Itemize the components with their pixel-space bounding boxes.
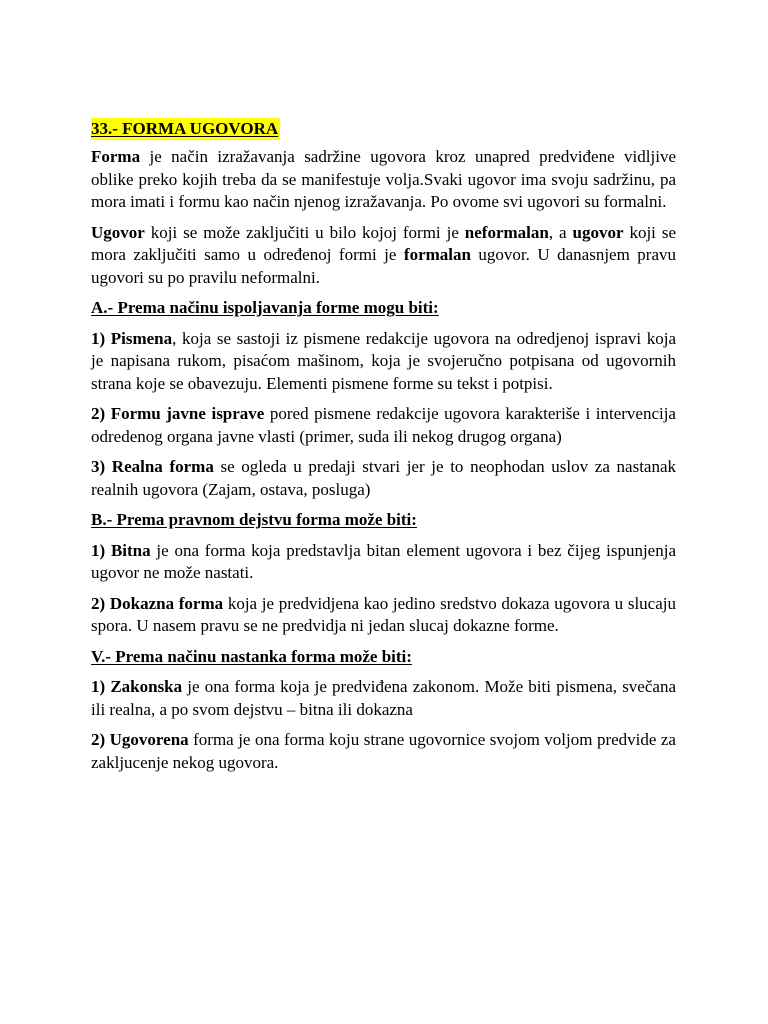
paragraph-text: koji se mora zaključiti samo u određenoj formi je	[91, 222, 676, 264]
bold-term: 3) Realna forma	[91, 457, 214, 476]
bold-term: 1) Bitna	[91, 540, 151, 560]
paragraph-text: , koja se sastoji iz pismene redakcije ugovora na odredjenoj ispravi koja je napisana rukom, pisaćom mašinom, koja je svojeručno potpisana od ugovornih strana koje se obavezuju. Elementi pismene forme su tekst i potpisi.	[91, 328, 676, 393]
bold-term: 2) Dokazna forma	[91, 593, 224, 613]
section-heading-b: B.- Prema pravnom dejstvu forma može biti:	[91, 510, 417, 529]
paragraph-forma-definition	[91, 146, 676, 214]
paragraph-text: ugovor. U danasnjem pravu ugovori su po pravilu neformalni.	[91, 245, 677, 287]
list-item-ugovorena	[91, 729, 676, 774]
document-page	[91, 118, 676, 782]
paragraph-text: koji se može zaključiti u bilo kojoj formi je	[144, 222, 465, 242]
bold-term: Forma	[91, 147, 141, 166]
list-item-javna-isprava	[91, 403, 676, 448]
list-item-realna-forma	[91, 456, 676, 501]
paragraph-text: , a	[548, 222, 573, 242]
paragraph-text: pored pismene redakcije ugovora karakteriše i intervencija odredenog organa javne vlasti (primer, suda ili nekog drugog organa)	[91, 404, 676, 446]
list-item-zakonska	[91, 676, 676, 721]
paragraph-text: je ona forma koja je predviđena zakonom. Može biti pismena, svečana ili realna, a po svom dejstvu – bitna ili dokazna	[91, 677, 676, 719]
section-heading-v: V.- Prema načinu nastanka forma može biti:	[91, 646, 412, 666]
bold-term: 2) Formu javne isprave	[91, 404, 265, 423]
list-item-bitna	[91, 540, 676, 585]
paragraph-formal-informal	[91, 222, 676, 290]
bold-term: ugovor	[572, 222, 624, 242]
bold-term: 2) Ugovorena	[91, 730, 189, 749]
paragraph-text: forma je ona forma koju strane ugovornice svojom voljom predvide za zakljucenje nekog ugovora.	[91, 730, 676, 772]
bold-term: neformalan	[464, 222, 549, 242]
paragraph-text: se ogleda u predaji stvari jer je to neophodan uslov za nastanak realnih ugovora (Zajam, ostava, posluga)	[91, 457, 677, 499]
section-heading-a: A.- Prema načinu ispoljavanja forme mogu biti:	[91, 298, 439, 317]
bold-term: 1) Zakonska	[91, 677, 183, 696]
bold-term: formalan	[403, 245, 471, 264]
bold-term: 1) Pismena	[91, 328, 173, 348]
paragraph-text: koja je predvidjena kao jedino sredstvo dokaza ugovora u slucaju spora. U nasem pravu se ne predvidja ni jedan slucaj dokazne forme.	[91, 593, 676, 635]
bold-term: Ugovor	[91, 222, 145, 242]
list-item-dokazna	[91, 593, 676, 638]
title-text: 33.- FORMA UGOVORA	[91, 119, 279, 138]
page-title	[91, 118, 280, 140]
list-item-pismena	[91, 328, 676, 396]
paragraph-text: je način izražavanja sadržine ugovora kroz unapred predviđene vidljive oblike preko kojih treba da se manifestuje volja.Svaki ugovor ima svoju sadržinu, pa mora imati i formu kao način njenog izražavanja. Po ovome svi ugovori su formalni.	[91, 147, 676, 211]
paragraph-text: je ona forma koja predstavlja bitan element ugovora i bez čijeg ispunjenja ugovor ne može nastati.	[91, 540, 676, 582]
